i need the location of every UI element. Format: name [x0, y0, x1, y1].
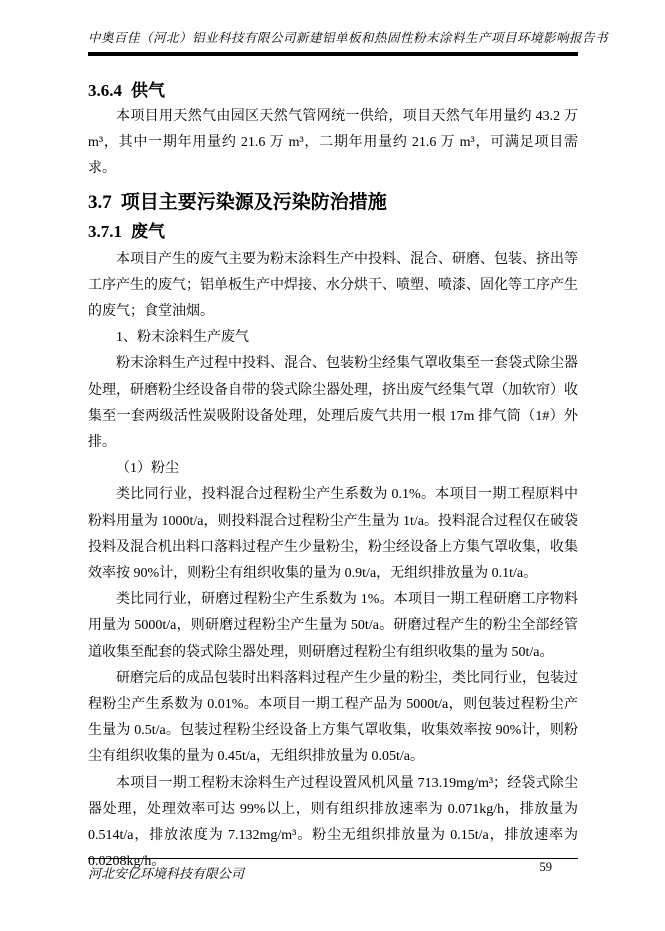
footer-row	[88, 859, 578, 882]
header-title: 中奥百佳（河北）铝业科技有限公司新建铝单板和热固性粉末涂料生产项目环境影响报告书	[88, 31, 609, 45]
document-body	[88, 66, 578, 875]
paragraph: 研磨完后的成品包装时出料落料过程产生少量的粉尘，类比同行业，包装过程粉尘产生系数为 0.01%。本项目一期工程产品为 5000t/a，则包装过程粉尘产生量为 0.5t/a。包装过程粉尘经设备上方集气罩收集，收集效率按 90%计，则粉尘有组织收集的量为 0.45t/a，无组织排放量为 0.05t/a。	[88, 670, 578, 765]
page-footer	[88, 858, 578, 882]
header-double-rule	[88, 52, 578, 56]
heading-title: 供气	[131, 81, 165, 100]
heading-number: 3.7	[88, 191, 112, 213]
paragraph: 本项目一期工程粉末涂料生产过程设置风机风量 713.19mg/m³；经袋式除尘器处理，处理效率可达 99%以上，则有组织排放速率为 0.071kg/h，排放量为 0.514t/a，排放浓度为 7.132mg/m³。粉尘无组织排放量为 0.15t/a，排放速率为 0.0208kg/h。	[88, 775, 578, 870]
page-header	[88, 30, 609, 56]
section-heading-3.7	[88, 191, 578, 215]
section-heading-3.7.1	[88, 221, 578, 243]
heading-title: 项目主要污染源及污染防治措施	[120, 191, 387, 213]
paragraph: 类比同行业，研磨过程粉尘产生系数为 1%。本项目一期工程研磨工序物料用量为 5000t/a，则研磨过程粉尘产生量为 50t/a。研磨过程产生的粉尘全部经管道收集至配套的袋式除尘器处理，则研磨过程粉尘有组织收集的量为 50t/a。	[88, 592, 578, 660]
heading-number: 3.6.4	[88, 81, 122, 100]
paragraph: 粉末涂料生产过程中投料、混合、包装粉尘经集气罩收集至一套袋式除尘器处理，研磨粉尘经设备自带的袋式除尘器处理，挤出废气经集气罩（加软帘）收集至一套两级活性炭吸附设备处理，处理后废气共用一根 17m 排气筒（1#）外排。	[88, 356, 578, 451]
paragraph: （1）粉尘	[116, 461, 179, 477]
heading-title: 废气	[131, 221, 165, 241]
heading-number: 3.7.1	[88, 221, 122, 241]
paragraph: 类比同行业，投料混合过程粉尘产生系数为 0.1%。本项目一期工程原料中粉料用量为 1000t/a，则投料混合过程粉尘产生量为 1t/a。投料混合过程仅在破袋投料及混合机出料口落料过程产生少量粉尘，粉尘经设备上方集气罩收集，收集效率按 90%计，则粉尘有组织收集的量为 0.9t/a，无组织排放量为 0.1t/a。	[88, 487, 578, 582]
paragraph: 本项目用天然气由园区天然气管网统一供给，项目天然气年用量约 43.2 万 m³，其中一期年用量约 21.6 万 m³，二期年用量约 21.6 万 m³，可满足项目需求。	[88, 109, 578, 177]
page-number: 59	[539, 860, 552, 874]
section-heading-3.6.4	[88, 80, 578, 102]
paragraph: 1、粉末涂料生产废气	[116, 330, 249, 346]
footer-company: 河北安亿环境科技有限公司	[88, 866, 245, 881]
paragraph: 本项目产生的废气主要为粉末涂料生产中投料、混合、研磨、包装、挤出等工序产生的废气；铝单板生产中焊接、水分烘干、喷塑、喷漆、固化等工序产生的废气；食堂油烟。	[88, 251, 578, 320]
